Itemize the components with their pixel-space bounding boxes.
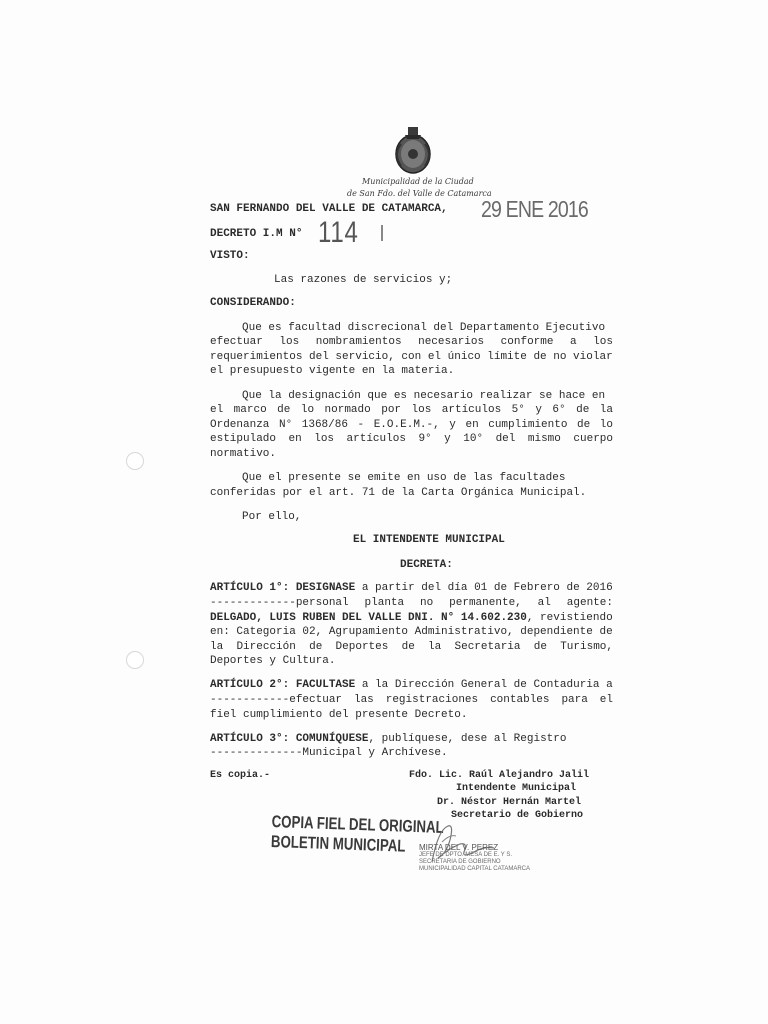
considerando-p2-line2: el marco de lo normado por los artículos 5° y 6° de la: [210, 404, 613, 416]
considerando-p3-line1: Que el presente se emite en uso de las facultades: [242, 472, 566, 484]
stamp-name: MIRTA DEL V. PEREZ: [419, 843, 499, 852]
considerando-p1-line4: el presupuesto vigente en la materia.: [210, 365, 455, 377]
art2-line1-rest: a la Dirección General de Contaduria a: [361, 679, 613, 691]
stamp-mark: [381, 225, 383, 241]
art3-line1-rest: , publíquese, dese al Registro: [368, 733, 567, 745]
hole-punch-bottom: [126, 651, 144, 669]
considerando-p3-line2: conferidas por el art. 71 de la Carta Orgánica Municipal.: [210, 487, 587, 499]
decree-number-stamp: 114: [318, 216, 359, 249]
art2-line2: ------------efectuar las registraciones contables para el: [210, 694, 613, 706]
signatory-1-title: Intendente Municipal: [456, 783, 577, 794]
considerando-p2-line3: Ordenanza N° 1368/86 - E.O.E.M.-, y en cumplimiento de lo: [210, 419, 613, 431]
stamp-line3: SECRETARIA DE GOBIERNO: [419, 859, 501, 865]
stamp-line2: JEFE DE DPTO. MESA DE E. Y S.: [419, 852, 513, 858]
municipality-line2: de San Fdo. del Valle de Catamarca: [347, 189, 492, 198]
considerando-p1-line1: Que es facultad discrecional del Departamento Ejecutivo: [242, 322, 606, 334]
visto-text: Las razones de servicios y;: [274, 274, 453, 286]
art1-line1: [210, 581, 613, 596]
signatory-2-title: Secretario de Gobierno: [451, 810, 584, 821]
considerando-label: CONSIDERANDO:: [210, 297, 296, 309]
decreta-heading: DECRETA:: [400, 559, 453, 571]
signatory-1: Fdo. Lic. Raúl Alejandro Jalil: [409, 770, 590, 781]
signatory-2: Dr. Néstor Hernán Martel: [437, 797, 582, 808]
art1-keyword: DESIGNASE: [295, 582, 356, 594]
decree-label: DECRETO I.M N°: [210, 228, 303, 240]
art2-line1: [210, 678, 613, 693]
art1-line2: -------------personal planta no permanente, al agente:: [210, 597, 613, 609]
considerando-p2-line5: normativo.: [210, 448, 277, 460]
hole-punch-top: [126, 452, 144, 470]
es-copia: Es copia.-: [210, 770, 271, 781]
por-ello: Por ello,: [242, 511, 302, 523]
art2-keyword: FACULTASE: [295, 679, 356, 691]
art1-line3: [210, 611, 613, 626]
art1-label: ARTÍCULO 1°:: [210, 582, 290, 594]
art3-label: ARTÍCULO 3°:: [210, 733, 290, 745]
copia-fiel-line2: BOLETIN MUNICIPAL: [270, 831, 406, 856]
art1-line6: Deportes y Cultura.: [210, 655, 336, 667]
considerando-p1-line2: efectuar los nombramientos necesarios conforme a los: [210, 336, 613, 348]
art3-keyword: COMUNÍQUESE: [295, 733, 369, 745]
art1-line4: en: Categoria 02, Agrupamiento Administrativo, dependiente de: [210, 626, 613, 638]
considerando-p2-line1: Que la designación que es necesario realizar se hace en: [242, 390, 606, 402]
stamp-line4: MUNICIPALIDAD CAPITAL CATAMARCA: [419, 866, 531, 872]
agent-name: DELGADO, LUIS RUBEN DEL VALLE DNI. N° 14.602.230: [210, 612, 527, 624]
municipal-emblem-icon: [389, 124, 437, 176]
art1-line3-rest: , revistiendo: [526, 612, 613, 624]
official-stamp: [419, 843, 530, 873]
art3-line2: --------------Municipal y Archívese.: [210, 747, 448, 759]
visto-label: VISTO:: [210, 250, 250, 262]
considerando-p2-line4: estipulado en los artículos 9° y 10° del mismo cuerpo: [210, 433, 613, 445]
art1-line1-rest: a partir del día 01 de Febrero de 2016: [361, 582, 613, 594]
art1-line5: la Dirección de Deportes de la Secretaria de Turismo,: [210, 641, 613, 653]
date-stamp: 29 ENE 2016: [481, 196, 588, 222]
intendente-heading: EL INTENDENTE MUNICIPAL: [353, 534, 505, 546]
copia-fiel-line1: COPIA FIEL DEL ORIGINAL: [271, 812, 445, 837]
city-date-line: SAN FERNANDO DEL VALLE DE CATAMARCA,: [210, 203, 448, 215]
art2-label: ARTÍCULO 2°:: [210, 679, 290, 691]
art3-line1: [210, 732, 567, 747]
municipality-line1: Municipalidad de la Ciudad: [362, 177, 474, 186]
art2-line3: fiel cumplimiento del presente Decreto.: [210, 709, 468, 721]
considerando-p1-line3: requerimientos del servicio, con el único límite de no violar: [210, 351, 613, 363]
